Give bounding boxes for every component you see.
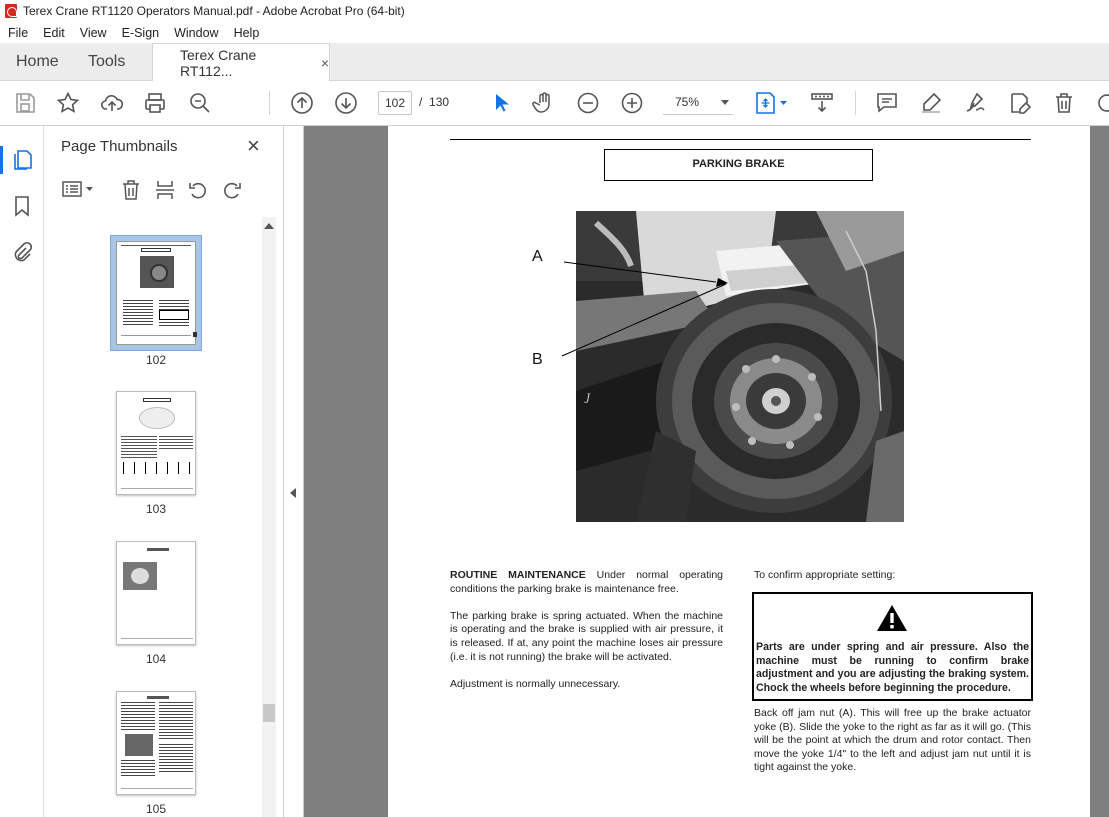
upload-cloud-icon[interactable] <box>100 91 124 115</box>
tab-home[interactable]: Home <box>16 53 59 70</box>
menu-file[interactable]: File <box>8 25 29 40</box>
panel-title: Page Thumbnails <box>61 138 178 155</box>
callout-b-label: B <box>532 351 543 368</box>
select-cursor-icon[interactable] <box>489 91 513 115</box>
menu-edit[interactable]: Edit <box>43 25 65 40</box>
delete-icon[interactable] <box>1052 91 1076 115</box>
scroll-up-icon[interactable] <box>264 223 274 229</box>
close-tab-icon[interactable]: × <box>320 54 329 71</box>
toolbar <box>0 81 1109 126</box>
highlight-icon[interactable] <box>919 91 943 115</box>
thumbnail-page-103[interactable] <box>116 391 196 495</box>
thumbnail-scrollbar[interactable] <box>262 217 276 817</box>
warning-icon <box>876 604 908 632</box>
menu-view[interactable]: View <box>79 25 107 40</box>
header-rule <box>450 139 1031 140</box>
edit-pdf-icon[interactable] <box>1008 91 1032 115</box>
zoom-value: 75% <box>675 95 700 109</box>
bookmark-icon[interactable] <box>12 194 32 218</box>
thumbnail-page-102[interactable] <box>110 235 202 351</box>
adjustment-paragraph: Adjustment is normally unnecessary. <box>450 677 621 690</box>
rotate-counterclockwise-icon[interactable] <box>187 178 209 202</box>
tab-bar <box>0 43 1109 81</box>
delete-page-icon[interactable] <box>120 178 142 202</box>
sign-icon[interactable] <box>963 91 987 115</box>
tab-document[interactable] <box>152 43 330 81</box>
toolbar-divider <box>269 91 270 115</box>
zoom-search-icon[interactable] <box>188 91 212 115</box>
thumbnail-label: 105 <box>145 802 167 816</box>
toolbar-divider <box>855 91 856 115</box>
callout-a-label: A <box>532 248 543 265</box>
thumbnail-page-104[interactable] <box>116 541 196 645</box>
window-title: Terex Crane RT1120 Operators Manual.pdf - Adobe Acrobat Pro (64-bit) <box>23 4 405 18</box>
thumbnail-image <box>116 241 196 345</box>
zoom-select[interactable] <box>663 91 733 115</box>
confirm-intro: To confirm appropriate setting: <box>754 569 896 581</box>
title-bar <box>0 0 1109 22</box>
scrollbar-thumb[interactable] <box>263 704 275 722</box>
callout-lines <box>558 256 758 366</box>
insert-page-icon[interactable] <box>154 178 176 202</box>
thumbnail-label: 103 <box>145 502 167 516</box>
scroll-mode-icon[interactable] <box>810 91 834 115</box>
svg-text:J: J <box>586 393 591 404</box>
menu-bar <box>0 22 1109 43</box>
page-total-value: 130 <box>429 95 450 109</box>
page-total <box>419 95 449 109</box>
page-heading: PARKING BRAKE <box>604 149 873 181</box>
collapse-panel-strip[interactable] <box>284 126 304 817</box>
active-indicator <box>0 146 3 174</box>
thumbnail-page-105[interactable] <box>116 691 196 795</box>
thumbnail-label: 104 <box>145 652 167 666</box>
zoom-in-icon[interactable] <box>620 91 644 115</box>
left-rail <box>0 126 44 817</box>
routine-maintenance-paragraph <box>450 569 723 596</box>
collapse-left-icon[interactable] <box>290 488 296 498</box>
page-number-input[interactable]: 102 <box>378 91 412 115</box>
tab-tools[interactable]: Tools <box>88 53 126 70</box>
comment-icon[interactable] <box>875 91 899 115</box>
options-menu-icon[interactable] <box>61 178 97 200</box>
warning-text: Parts are under spring and air pressure. Also the machine must be running to confirm brake adjustment and you are adjusting the braking system. Chock the wheels before beginning the procedure. <box>756 641 1029 694</box>
rotate-clockwise-icon[interactable] <box>221 178 243 202</box>
save-icon[interactable] <box>13 91 37 115</box>
bookmark-star-icon[interactable] <box>56 91 80 115</box>
left-column <box>450 569 723 705</box>
routine-maintenance-text: Under normal operating conditions the parking brake is maintenance free. <box>450 569 724 595</box>
page-thumbnails-icon[interactable] <box>11 148 33 172</box>
attachment-icon[interactable] <box>12 240 32 264</box>
page-down-icon[interactable] <box>334 91 358 115</box>
pdf-page <box>388 126 1090 817</box>
thumbnail-list <box>44 214 264 817</box>
page-up-icon[interactable] <box>290 91 314 115</box>
spring-actuated-paragraph: The parking brake is spring actuated. When the machine is operating and the brake is supplied with air pressure, it is released. If at, any point the machine loses air pressure (i.e. it is not running) the brake will be activated. <box>450 609 723 663</box>
tab-document-label: Terex Crane RT112... <box>180 46 257 79</box>
menu-help[interactable]: Help <box>233 25 260 40</box>
procedure-paragraph: Back off jam nut (A). This will free up the brake actuator yoke (B). Slide the yoke to the right as far as it will go. (This will be the point at which the drum and rotor contact. Then move the yoke 1/4" to the left and adjust jam nut until it is tight against the yoke. <box>754 707 1031 774</box>
document-viewer <box>304 126 1109 817</box>
close-panel-icon[interactable]: × <box>247 133 260 158</box>
rotate-icon[interactable] <box>1095 91 1109 115</box>
menu-esign[interactable]: E-Sign <box>121 25 160 40</box>
thumbnail-label: 102 <box>145 353 167 367</box>
routine-maintenance-heading: ROUTINE MAINTENANCE <box>450 569 586 581</box>
acrobat-logo-icon <box>5 4 17 18</box>
fit-page-icon[interactable] <box>754 91 790 115</box>
menu-window[interactable]: Window <box>174 25 219 40</box>
zoom-out-icon[interactable] <box>576 91 600 115</box>
warning-box <box>752 592 1033 701</box>
print-icon[interactable] <box>143 91 167 115</box>
thumbnails-panel <box>44 126 284 817</box>
hand-icon[interactable] <box>532 91 556 115</box>
chevron-down-icon <box>721 100 729 105</box>
page-separator: / <box>419 95 423 109</box>
